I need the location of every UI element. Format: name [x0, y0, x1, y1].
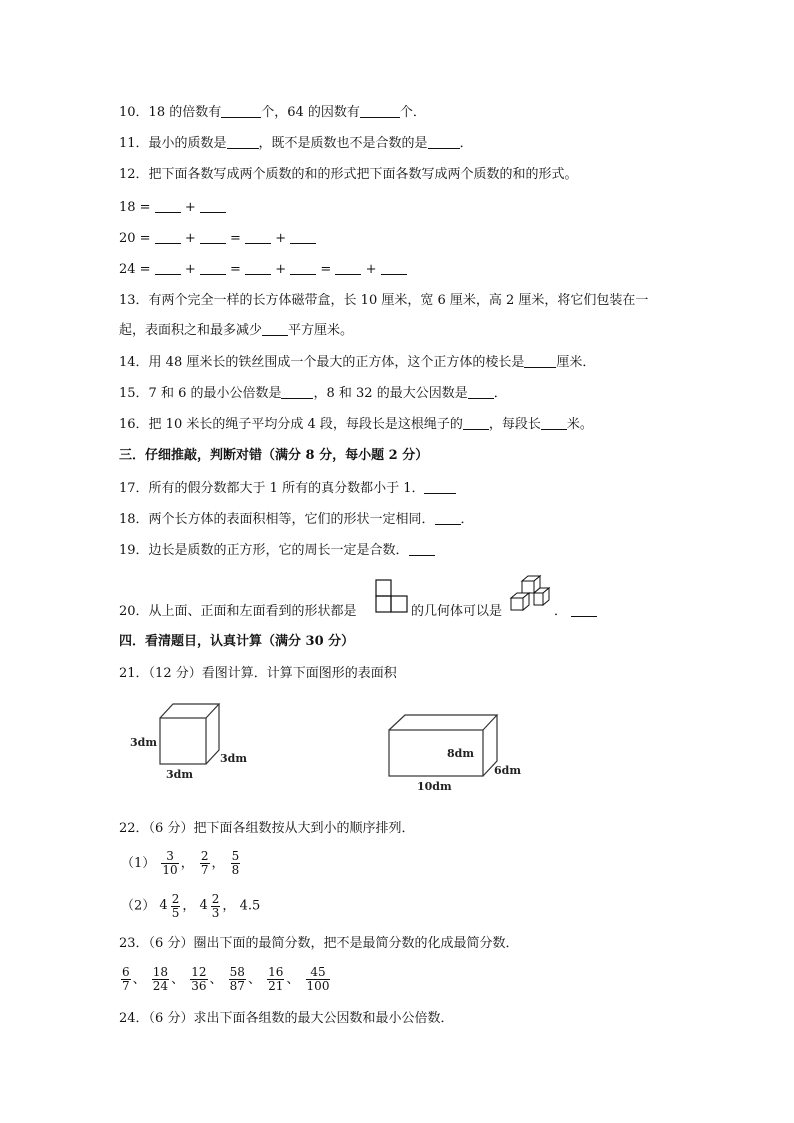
fraction[interactable]: $\frac{6}{7}$ [122, 965, 130, 993]
section-4-heading: 四．看清题目，认真计算（满分 30 分） [119, 634, 355, 649]
answer-blank[interactable] [200, 230, 226, 244]
answer-blank[interactable] [221, 104, 261, 118]
fraction[interactable]: $\frac{12}{36}$ [191, 965, 207, 993]
mixed-number: 4 $\frac{2}{5}$ [159, 891, 180, 920]
answer-blank[interactable] [428, 135, 460, 149]
answer-blank[interactable] [290, 261, 316, 275]
answer-blank[interactable] [541, 416, 567, 430]
fraction: $\frac{3}{10}$ [162, 849, 178, 877]
section-3-heading: 三．仔细推敲，判断对错（满分 8 分，每小题 2 分） [119, 448, 429, 463]
mixed-number: 4 $\frac{2}{3}$ [199, 891, 220, 920]
fraction[interactable]: $\frac{16}{21}$ [268, 965, 284, 993]
cuboid-label-height: 8dm [447, 747, 474, 760]
question-19: 19．边长是质数的正方形，它的周长一定是合数． [119, 542, 435, 560]
question-23-fractions: $\frac{6}{7}$ 、 $\frac{18}{24}$ 、 $\frac{12}{36}$ 、 $\frac{58}{87}$ 、 $\frac{16}{21}$ 、 $\frac{45}{100}$ [122, 965, 330, 993]
answer-blank[interactable] [155, 261, 181, 275]
answer-blank[interactable] [360, 104, 400, 118]
question-20-middle: 的几何体可以是 [411, 604, 503, 619]
question-12: 12．把下面各数写成两个质数的和的形式把下面各数写成两个质数的和的形式。 [119, 167, 578, 182]
question-10: 10．18 的倍数有 个，64 的因数有 个． [119, 105, 426, 120]
answer-blank[interactable] [463, 416, 489, 430]
answer-blank[interactable] [409, 542, 435, 556]
answer-blank[interactable] [155, 199, 181, 213]
answer-blank[interactable] [468, 385, 494, 399]
equation-24: 24 = + = + = + [119, 261, 407, 279]
cube-figure [128, 698, 258, 798]
question-14: 14．用 48 厘米长的铁丝围成一个最大的正方体，这个正方体的棱长是 厘米． [119, 355, 596, 370]
question-20-end: ． [554, 603, 597, 621]
cuboid-figure [385, 710, 525, 796]
question-15: 15．7 和 6 的最小公倍数是 ，8 和 32 的最大公因数是 ． [119, 386, 507, 401]
equation-20: 20 = + = + [119, 230, 316, 248]
decimal-value: 4.5 [239, 898, 261, 914]
cube-label-bottom: 3dm [166, 768, 193, 781]
cube-label-left: 3dm [130, 736, 157, 749]
cuboid-label-length: 10dm [417, 780, 452, 793]
answer-blank[interactable] [200, 261, 226, 275]
fraction: $\frac{5}{8}$ [231, 849, 240, 877]
answer-blank[interactable] [245, 230, 271, 244]
answer-blank[interactable] [290, 230, 316, 244]
cuboid-label-depth: 6dm [494, 764, 521, 777]
answer-blank[interactable] [435, 511, 461, 525]
question-23: 23．（6 分）圈出下面的最简分数，把不是最简分数的化成最简分数． [119, 936, 519, 951]
cube-stack-figure [509, 574, 551, 616]
question-21: 21．（12 分）看图计算．计算下面图形的表面积 [119, 666, 397, 681]
question-11: 11．最小的质数是 ，既不是质数也不是合数的是 ． [119, 136, 473, 151]
question-22-part-1: （1） $\frac{3}{10}$ ， $\frac{2}{7}$ ， $\frac{5}{8}$ [121, 849, 240, 877]
cube-label-right: 3dm [220, 752, 247, 765]
answer-blank[interactable] [155, 230, 181, 244]
question-24: 24．（6 分）求出下面各组数的最大公因数和最小公倍数． [119, 1011, 454, 1026]
question-20: 20．从上面、正面和左面看到的形状都是 [119, 604, 357, 619]
question-13-cont: 起，表面积之和最多减少 平方厘米。 [119, 323, 354, 338]
answer-blank[interactable] [200, 199, 226, 213]
fraction[interactable]: $\frac{45}{100}$ [306, 965, 330, 993]
question-22-part-2: （2） 4 $\frac{2}{5}$ ， 4 $\frac{2}{3}$ ， 4.5 [121, 891, 261, 920]
question-13: 13．有两个完全一样的长方体磁带盒，长 10 厘米，宽 6 厘米，高 2 厘米，将它们包装在一 [119, 293, 649, 308]
answer-blank[interactable] [424, 480, 456, 494]
answer-blank[interactable] [281, 385, 313, 399]
answer-blank[interactable] [571, 603, 597, 617]
answer-blank[interactable] [262, 322, 288, 336]
fraction[interactable]: $\frac{18}{24}$ [152, 965, 169, 993]
answer-blank[interactable] [335, 261, 361, 275]
question-17: 17．所有的假分数都大于 1 所有的真分数都小于 1． [119, 480, 456, 498]
three-view-shape-figure [375, 579, 409, 615]
answer-blank[interactable] [381, 261, 407, 275]
question-22: 22．（6 分）把下面各组数按从大到小的顺序排列． [119, 821, 415, 836]
answer-blank[interactable] [524, 354, 556, 368]
answer-blank[interactable] [245, 261, 271, 275]
equation-18: 18 = + [119, 199, 226, 217]
fraction[interactable]: $\frac{58}{87}$ [229, 965, 245, 993]
question-18: 18．两个长方体的表面积相等，它们的形状一定相同． ． [119, 512, 474, 527]
fraction: $\frac{2}{7}$ [200, 849, 209, 877]
answer-blank[interactable] [227, 135, 259, 149]
question-16: 16．把 10 米长的绳子平均分成 4 段，每段长是这根绳子的 ，每段长 米。 [119, 417, 593, 432]
